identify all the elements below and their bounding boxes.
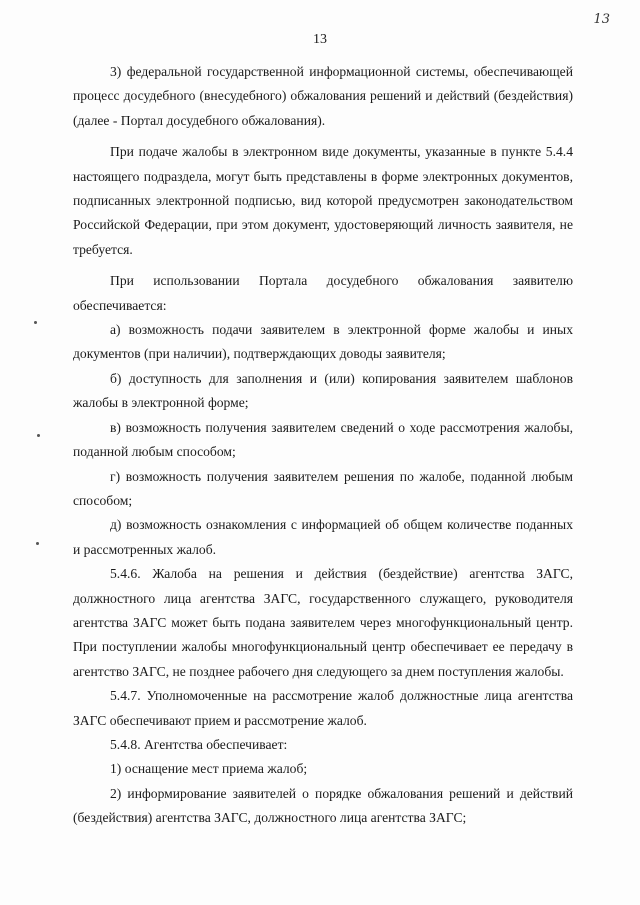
list-item-2: 2) информирование заявителей о порядке обжалования решений и действий (бездействия) агентства ЗАГС, должностного лица агентства ЗАГС; [73,785,573,826]
page-number: 13 [313,32,327,47]
scan-speck [37,434,40,437]
scan-speck [34,321,37,324]
list-item-a: а) возможность подачи заявителем в электронной форме жалобы и иных документов (при наличии), подтверждающих доводы заявителя; [73,322,573,362]
list-item-d: д) возможность ознакомления с информацией об общем количестве поданных и рассмотренных жалоб. [73,517,573,557]
handwritten-page-annotation: 13 [593,12,610,27]
paragraph-3-portal: 3) федеральной государственной информационной системы, обеспечивающей процесс досудебного (внесудебного) обжалования решений и действий (бездействия) (далее - Портал досудебного обжалования). [73,64,573,128]
list-item-b: б) доступность для заполнения и (или) копирования заявителем шаблонов жалобы в электронной форме; [73,370,573,411]
list-item-g: г) возможность получения заявителем решения по жалобе, поданной любым способом; [73,468,573,508]
paragraph-portal-provides: При использовании Портала досудебного обжалования заявителю обеспечивается: [73,273,573,313]
paragraph-5-4-8: 5.4.8. Агентства обеспечивает: [110,736,288,752]
paragraph-5-4-6: 5.4.6. Жалоба на решения и действия (бездействие) агентства ЗАГС, должностного лица агентства ЗАГС, государственного служащего, руководителя агентства ЗАГС может быть подана заявителем через многофункциональный центр. При поступлении жалобы многофункциональный центр обеспечивает ее передачу в агентство ЗАГС, не позднее рабочего дня следующего за днем поступления жалобы. [73,566,573,679]
body-text [73,60,573,831]
paragraph-5-4-7: 5.4.7. Уполномоченные на рассмотрение жалоб должностные лица агентства ЗАГС обеспечивают прием и рассмотрение жалоб. [73,688,573,728]
list-item-v: в) возможность получения заявителем сведений о ходе рассмотрения жалобы, поданной любым способом; [73,419,573,460]
scan-speck [36,542,39,545]
list-item-1: 1) оснащение мест приема жалоб; [110,761,308,777]
paragraph-electronic-submission: При подаче жалобы в электронном виде документы, указанные в пункте 5.4.4 настоящего подраздела, могут быть представлены в форме электронных документов, подписанных электронной подписью, вид которой предусмотрен законодательством Российской Федерации, при этом документ, удостоверяющий личность заявителя, не требуется. [73,144,573,257]
